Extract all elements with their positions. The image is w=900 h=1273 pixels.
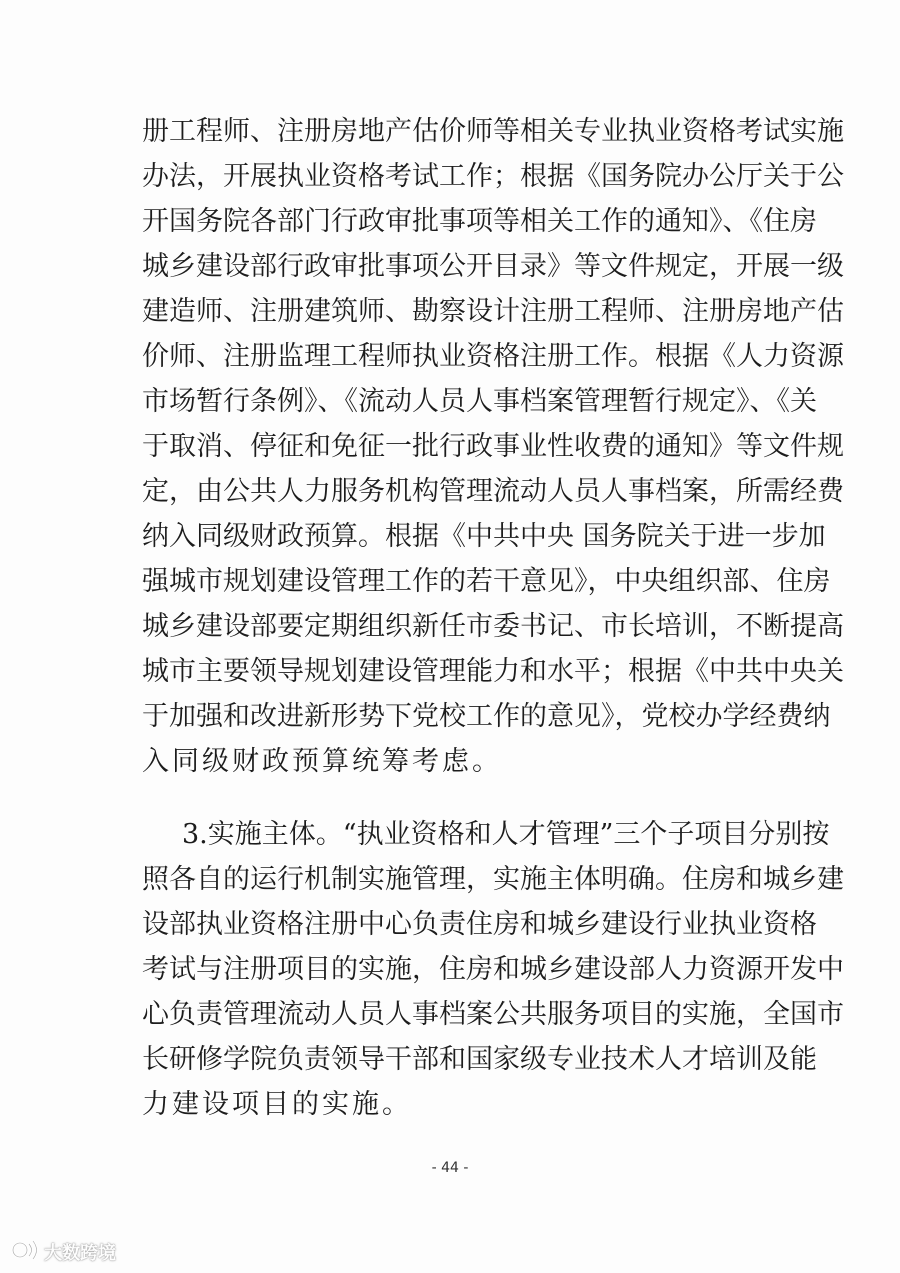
text-line: 强城市规划建设管理工作的若干意见》，中央组织部、住房 bbox=[142, 566, 831, 597]
text-line: 市场暂行条例》、《流动人员人事档案管理暂行规定》、《关 bbox=[142, 386, 817, 417]
text-line: 设部执业资格注册中心负责住房和城乡建设行业执业资格 bbox=[142, 909, 817, 940]
text-line: 价师、注册监理工程师执业资格注册工作。根据《人力资源 bbox=[142, 341, 844, 372]
text-line: 纳入同级财政预算。根据《中共中央 国务院关于进一步加 bbox=[142, 521, 826, 552]
text-line: 心负责管理流动人员人事档案公共服务项目的实施，全国市 bbox=[142, 999, 844, 1030]
text-line: 定，由公共人力服务机构管理流动人员人事档案，所需经费 bbox=[142, 476, 844, 507]
text-line: 长研修学院负责领导干部和国家级专业技术人才培训及能 bbox=[142, 1044, 817, 1075]
watermark-text: 大数跨境 bbox=[44, 1243, 116, 1264]
text-line: 3.实施主体。“执业资格和人才管理”三个子项目分别按 bbox=[182, 819, 830, 850]
text-line: 入同级财政预算统筹考虑。 bbox=[142, 746, 502, 777]
text-line: 建造师、注册建筑师、勘察设计注册工程师、注册房地产估 bbox=[142, 296, 844, 327]
text-line: 力建设项目的实施。 bbox=[142, 1089, 412, 1120]
text-line: 于取消、停征和免征一批行政事业性收费的通知》等文件规 bbox=[142, 431, 844, 462]
text-line: 城市主要领导规划建设管理能力和水平；根据《中共中央关 bbox=[142, 656, 844, 687]
text-line: 城乡建设部行政审批事项公开目录》等文件规定，开展一级 bbox=[142, 251, 844, 282]
text-line: 册工程师、注册房地产估价师等相关专业执业资格考试实施 bbox=[142, 116, 844, 147]
text-line: 照各自的运行机制实施管理，实施主体明确。住房和城乡建 bbox=[142, 864, 844, 895]
sound-wave-logo-icon bbox=[10, 1238, 40, 1266]
text-line: 开国务院各部门行政审批事项等相关工作的通知》、《住房 bbox=[142, 206, 817, 237]
text-line: 考试与注册项目的实施，住房和城乡建设部人力资源开发中 bbox=[142, 954, 844, 985]
text-line: 办法，开展执业资格考试工作；根据《国务院办公厅关于公 bbox=[142, 161, 844, 192]
watermark bbox=[10, 1238, 116, 1266]
text-line: 于加强和改进新形势下党校工作的意见》，党校办学经费纳 bbox=[142, 701, 831, 732]
text-line: 城乡建设部要定期组织新任市委书记、市长培训，不断提高 bbox=[142, 611, 844, 642]
page-number: - 44 - bbox=[431, 1160, 469, 1176]
